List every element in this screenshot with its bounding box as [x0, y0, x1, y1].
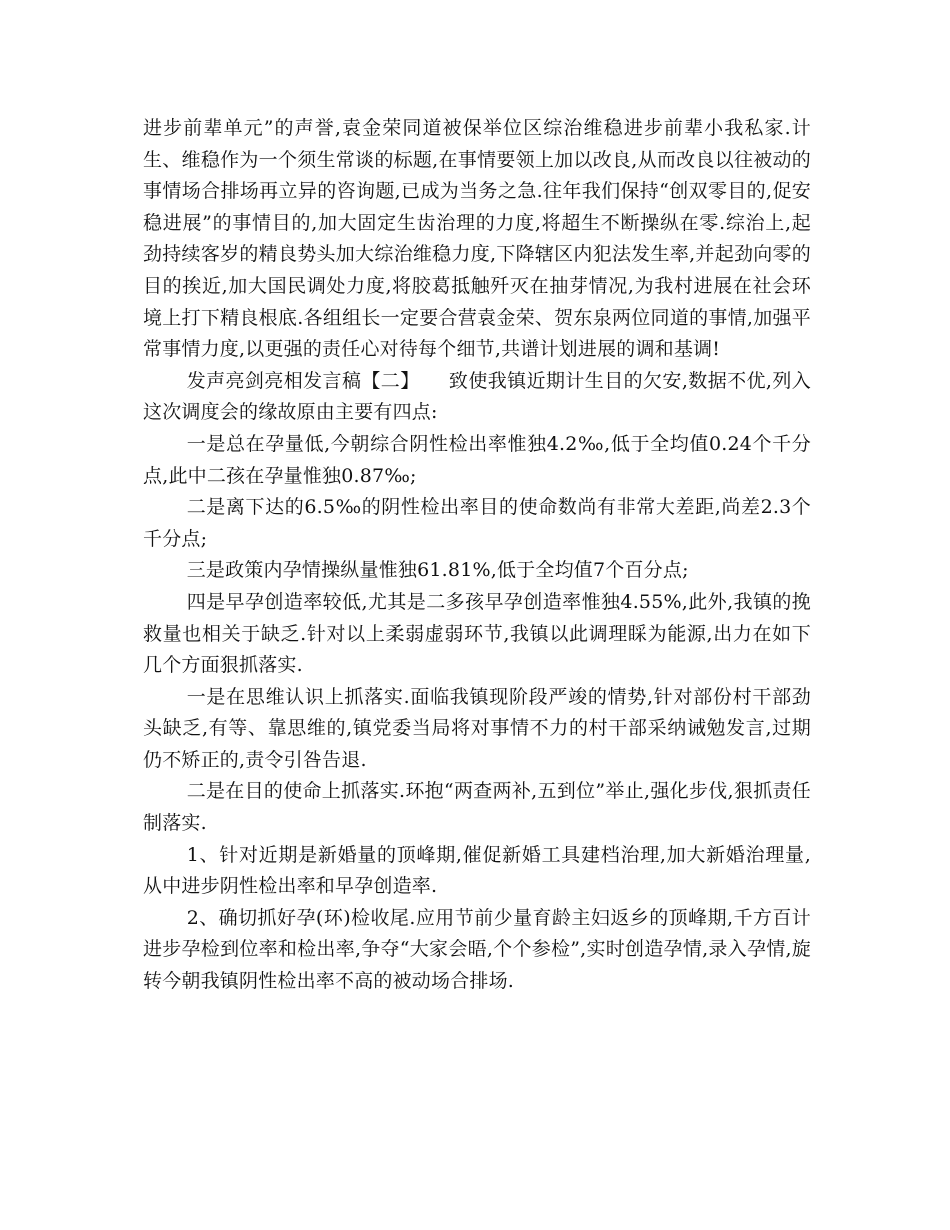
paragraph-1: 进步前辈单元”的声誉,袁金荣同道被保举位区综治维稳进步前辈小我私家.计生、维稳作为一个须生常谈的标题,在事情要领上加以改良,从而改良以往被动的事情场合排场再立异的咨询题,已成为当务之急.往年我们保持“创双零目的,促安稳进展”的事情目的,加大固定生齿治理的力度,将超生不断操纵在零.综治上,起劲持续客岁的精良势头加大综治维稳力度,下降辖区内犯法发生率,并起劲向零的目的挨近,加大国民调处力度,将胶葛抵触歼灭在抽芽情况,为我村进展在社会环境上打下精良根底.各组组长一定要合营袁金荣、贺东泉两位同道的事情,加强平常事情力度,以更强的责任心对待每个细节,共谱计划进展的调和基调!: [143, 117, 811, 361]
paragraph-2-speech-heading: 发声亮剑亮相发言稿【二】 致使我镇近期计生目的欠安,数据不优,列入这次调度会的缘故原由主要有四点:: [143, 369, 811, 424]
paragraph-4-point-two: 二是离下达的6.5‰的阴性检出率目的使命数尚有非常大差距,尚差2.3个千分点;: [143, 496, 811, 550]
paragraph-5-point-three: 三是政策内孕情操纵量惟独61.81%,低于全均值7个百分点;: [186, 559, 689, 582]
paragraph-10-item-2: 2、确切抓好孕(环)检收尾.应用节前少量育龄主妇返乡的顶峰期,千方百计进步孕检到位率和检出率,争夺“大家会晤,个个参检”,实时创造孕情,录入孕情,旋转今朝我镇阴性检出率不高的被动场合排场.: [143, 906, 811, 993]
paragraph-3-point-one: 一是总在孕量低,今朝综合阴性检出率惟独4.2‰,低于全均值0.24个千分点,此中二孩在孕量惟独0.87‰;: [143, 432, 811, 487]
paragraph-6-point-four: 四是早孕创造率较低,尤其是二多孩早孕创造率惟独4.55%,此外,我镇的挽救量也相关于缺乏.针对以上柔弱虚弱环节,我镇以此调理睬为能源,出力在如下几个方面狠抓落实.: [143, 590, 811, 677]
paragraph-8-targets: 二是在目的使命上抓落实.环抱“两查两补,五到位”举止,强化步伐,狠抓责任制落实.: [143, 780, 811, 835]
paragraph-9-item-1: 1、针对近期是新婚量的顶峰期,催促新婚工具建档治理,加大新婚治理量,从中进步阴性检出率和早孕创造率.: [143, 843, 811, 898]
paragraph-7-ideology: 一是在思维认识上抓落实.面临我镇现阶段严竣的情势,针对部份村干部劲头缺乏,有等、靠思维的,镇党委当局将对事情不力的村干部采纳诫勉发言,过期仍不矫正的,责令引咎告退.: [143, 685, 811, 771]
document-body: [143, 113, 811, 998]
